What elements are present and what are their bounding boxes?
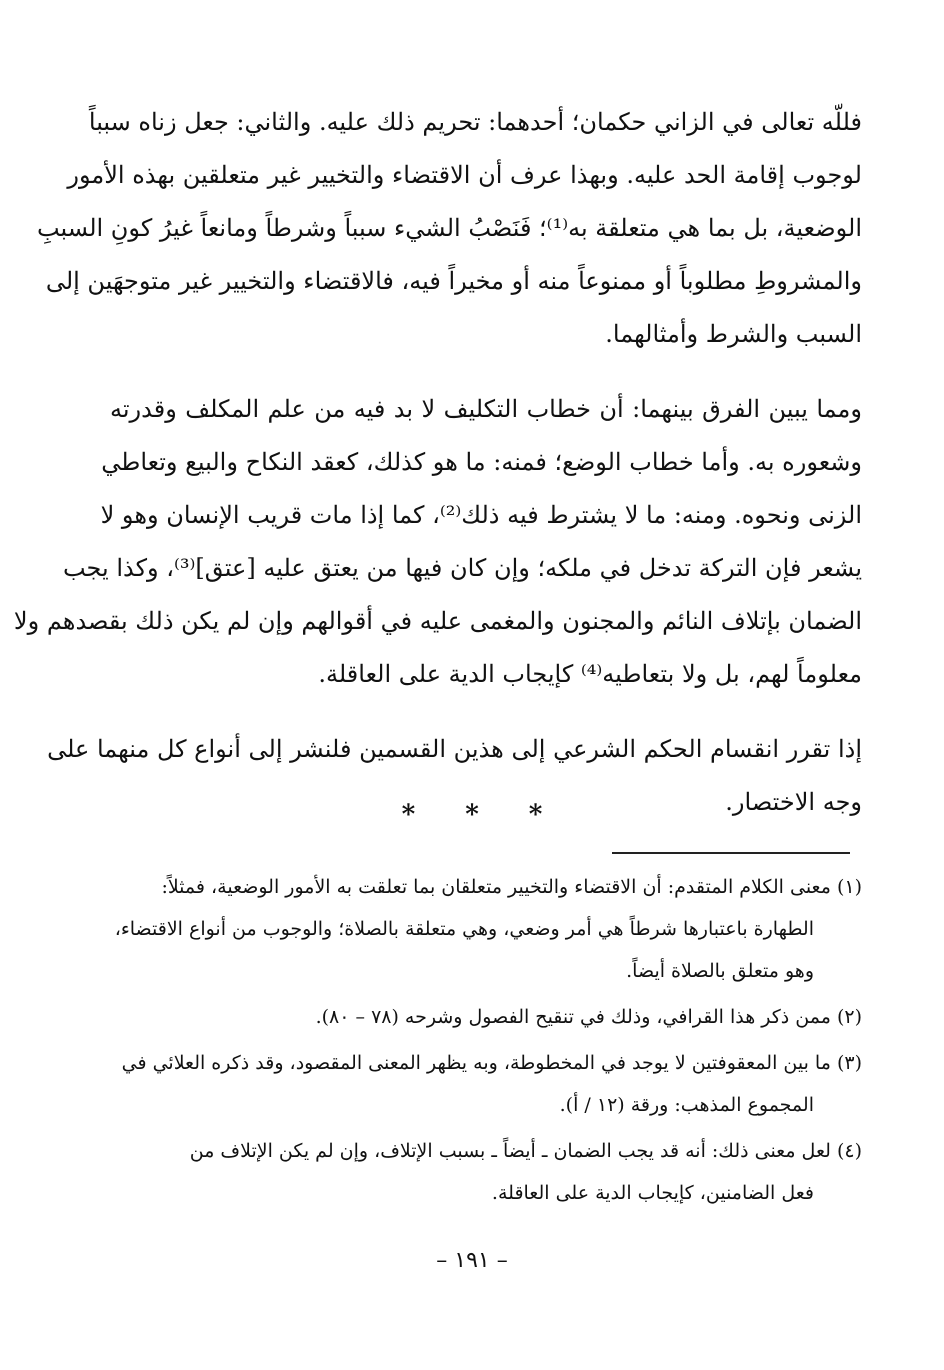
footnote-line: الطهارة باعتبارها شرطاً هي أمر وضعي، وهي متعلقة بالصلاة؛ والوجوب من أنواع الاقتضاء، [114, 918, 814, 940]
text-line: معلوماً لهم، بل ولا بتعاطيه⁽⁴⁾ كإيجاب الدية على العاقلة. [318, 660, 862, 688]
footnote-line: (٤) لعل معنى ذلك: أنه قد يجب الضمان ـ أيضاً ـ بسبب الإتلاف، وإن لم يكن الإتلاف من [189, 1140, 862, 1162]
footnote-2 [110, 996, 862, 1038]
text-line: الضمان بإتلاف النائم والمجنون والمغمى عليه في أقوالهم وإن لم يكن ذلك بقصدهم ولا [13, 607, 862, 635]
footnote-4 [110, 1130, 862, 1214]
text-line: لوجوب إقامة الحد عليه. وبهذا عرف أن الاقتضاء والتخيير غير متعلقين بهذه الأمور [67, 161, 862, 189]
footnote-divider [612, 852, 850, 854]
footnote-line: فعل الضامنين، كإيجاب الدية على العاقلة. [491, 1182, 814, 1204]
footnote-line: (٣) ما بين المعقوفتين لا يوجد في المخطوطة، وبه يظهر المعنى المقصود، وقد ذكره العلائي في [121, 1052, 862, 1074]
text-line: إذا تقرر انقسام الحكم الشرعي إلى هذين القسمين فلنشر إلى أنواع كل منهما على [47, 735, 862, 763]
paragraph-1 [36, 96, 862, 361]
footnotes [110, 866, 862, 1218]
asterisk: * [465, 800, 479, 830]
text-line: يشعر فإن التركة تدخل في ملكه؛ وإن كان فيها من يعتق عليه [عتق]⁽³⁾، وكذا يجب [62, 554, 862, 582]
asterisk: * [528, 800, 543, 830]
text-line: فللّه تعالى في الزاني حكمان؛ أحدهما: تحريم ذلك عليه. والثاني: جعل زناه سبباً [88, 108, 862, 136]
text-line: السبب والشرط وأمثالهما. [605, 320, 862, 348]
text-line: الزنى ونحوه. ومنه: ما لا يشترط فيه ذلك⁽²⁾، كما إذا مات قريب الإنسان وهو لا [100, 501, 862, 529]
page-number: – ١٩١ – [436, 1248, 508, 1273]
text-line: الوضعية، بل بما هي متعلقة به⁽¹⁾؛ فَنَصْبُ الشيء سبباً وشرطاً ومانعاً غيرُ كونِ السببِ [36, 214, 862, 242]
footnote-line: (١) معنى الكلام المتقدم: أن الاقتضاء والتخيير متعلقان بما تعلقت به الأمور الوضعية، فمثلاً: [161, 876, 862, 898]
text-line: وجه الاختصار. [725, 788, 862, 816]
section-separator [0, 800, 944, 830]
paragraph-2 [13, 383, 862, 701]
text-line: والمشروطِ مطلوباً أو ممنوعاً منه أو مخيراً فيه، فالاقتضاء والتخيير غير متوجهَين إلى [45, 267, 862, 295]
text-line: ومما يبين الفرق بينهما: أن خطاب التكليف لا بد فيه من علم المكلف وقدرته [110, 395, 862, 423]
footnote-3 [110, 1042, 862, 1126]
main-text [13, 96, 862, 851]
footnote-line: (٢) ممن ذكر هذا القرافي، وذلك في تنقيح الفصول وشرحه (٧٨ – ٨٠). [315, 1006, 862, 1028]
footnote-line: المجموع المذهب: ورقة (١٢ / أ). [559, 1094, 814, 1116]
footnote-1 [110, 866, 862, 992]
footnote-line: وهو متعلق بالصلاة أيضاً. [626, 960, 814, 982]
asterisk: * [401, 800, 416, 830]
text-line: وشعوره به. وأما خطاب الوضع؛ فمنه: ما هو كذلك، كعقد النكاح والبيع وتعاطي [101, 448, 862, 476]
